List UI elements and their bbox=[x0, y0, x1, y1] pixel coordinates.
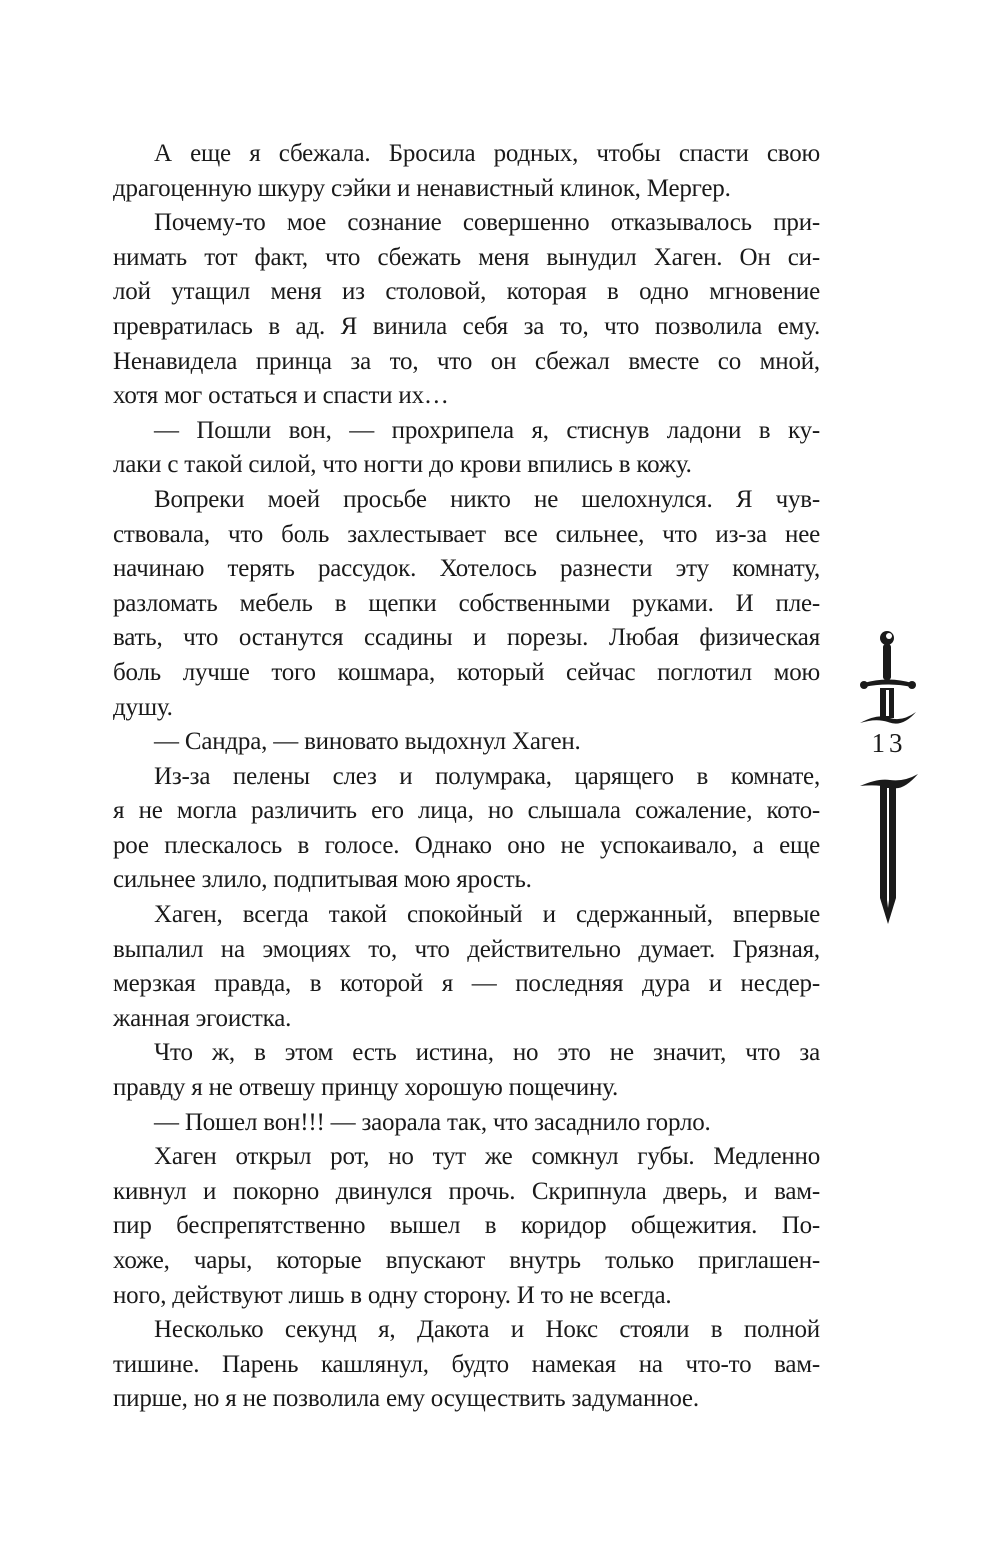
text-line: ного, действуют лишь в одну сторону. И то не всегда. bbox=[113, 1281, 672, 1309]
text-line: Вопреки моей просьбе никто не шелохнулся. Я чув- bbox=[154, 485, 820, 513]
text-line: пир беспрепятственно вышел в коридор общежития. По- bbox=[113, 1212, 820, 1240]
text-line: превратилась в ад. Я винила себя за то, что позволила ему. bbox=[113, 312, 820, 340]
text-line: душу. bbox=[113, 693, 173, 721]
text-line: выпалил на эмоциях то, что действительно думает. Грязная, bbox=[113, 935, 820, 963]
text-line: А еще я сбежала. Бросила родных, чтобы спасти свою bbox=[154, 140, 820, 167]
text-line: ствовала, что боль захлестывает все сильнее, что из-за нее bbox=[113, 520, 820, 548]
text-line: Из-за пелены слез и полумрака, царящего в комнате, bbox=[154, 762, 820, 790]
text-line: разломать мебель в щепки собственными руками. И пле- bbox=[113, 589, 820, 617]
text-line: Что ж, в этом есть истина, но это не значит, что за bbox=[154, 1039, 820, 1067]
page-number: 13 bbox=[871, 728, 907, 758]
text-line: — Пошли вон, — прохрипела я, стиснув ладони в ку- bbox=[154, 416, 820, 444]
text-line: лой утащил меня из столовой, которая в одно мгновение bbox=[113, 278, 820, 306]
text-line: — Сандра, — виновато выдохнул Хаген. bbox=[154, 728, 581, 756]
body-text bbox=[113, 137, 820, 1417]
text-line: Несколько секунд я, Дакота и Нокс стояли в полной bbox=[154, 1316, 820, 1344]
text-line: пирше, но я не позволила ему осуществить задуманное. bbox=[113, 1385, 699, 1413]
text-line: правду я не отвешу принцу хорошую пощечину. bbox=[113, 1074, 619, 1102]
text-line: — Пошел вон!!! — заорала так, что засаднило горло. bbox=[154, 1108, 711, 1136]
text-line: сильнее злило, подпитывая мою ярость. bbox=[113, 866, 532, 894]
sword-ornament-icon bbox=[858, 628, 920, 928]
text-line: вать, что останутся ссадины и порезы. Любая физическая bbox=[113, 624, 820, 652]
text-line: я не могла различить его лица, но слышала сожаление, кото- bbox=[113, 797, 820, 825]
text-line: нимать тот факт, что сбежать меня вынудил Хаген. Он си- bbox=[113, 243, 820, 271]
text-line: Хаген, всегда такой спокойный и сдержанный, впервые bbox=[154, 901, 820, 929]
text-line: жанная эгоистка. bbox=[113, 1004, 292, 1032]
text-line: начинаю терять рассудок. Хотелось разнести эту комнату, bbox=[113, 555, 820, 583]
text-line: драгоценную шкуру сэйки и ненавистный клинок, Мергер. bbox=[113, 174, 731, 202]
text-line: боль лучше того кошмара, который сейчас поглотил мою bbox=[113, 658, 820, 686]
text-line: хоже, чары, которые впускают внутрь только приглашен- bbox=[113, 1247, 820, 1274]
text-line: лаки с такой силой, что ногти до крови впились в кожу. bbox=[113, 451, 692, 479]
text-line: Хаген открыл рот, но тут же сомкнул губы. Медленно bbox=[154, 1143, 820, 1171]
text-line: кивнул и покорно двинулся прочь. Скрипнула дверь, и вам- bbox=[113, 1177, 820, 1205]
text-line: рое плескалось в голосе. Однако оно не успокаивало, а еще bbox=[113, 831, 820, 859]
text-line: мерзкая правда, в которой я — последняя дура и несдер- bbox=[113, 970, 820, 998]
text-line: хотя мог остаться и спасти их… bbox=[113, 382, 449, 410]
text-line: тишине. Парень кашлянул, будто намекая на что-то вам- bbox=[113, 1350, 820, 1378]
text-line: Ненавидела принца за то, что он сбежал вместе со мной, bbox=[113, 347, 820, 375]
text-line: Почему-то мое сознание совершенно отказывалось при- bbox=[154, 209, 820, 237]
